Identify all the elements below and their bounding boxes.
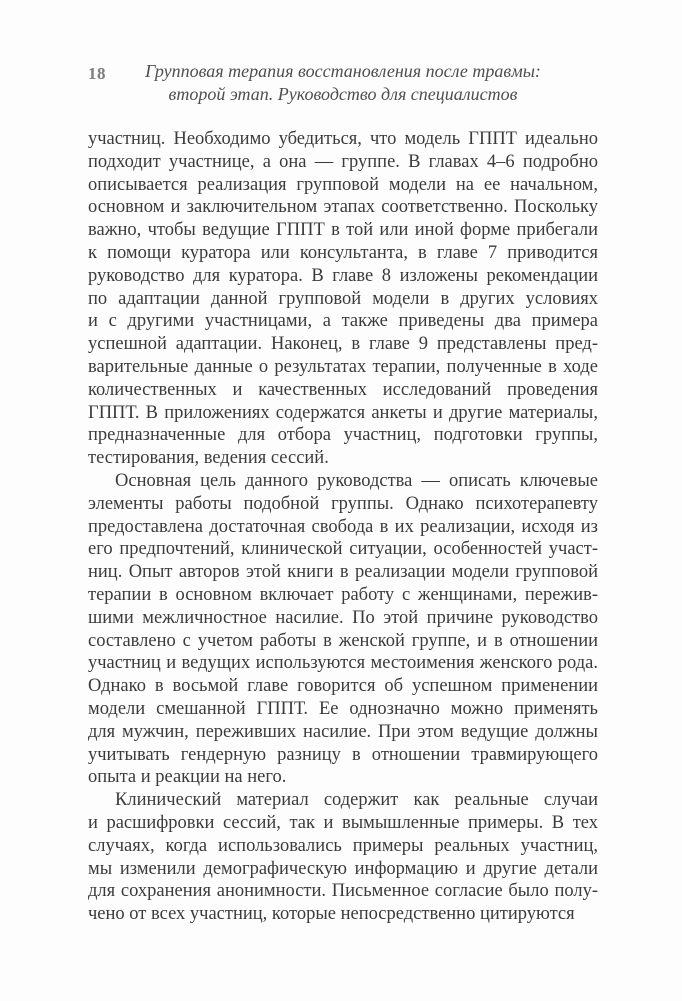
text-line: случаях, когда использовались примеры реальных участниц, (88, 835, 598, 856)
text-line: Основная цель данного руководства — описать ключевые (115, 470, 598, 491)
text-line: количественных и качественных исследований проведения (88, 379, 598, 400)
text-line: ниц. Опыт авторов этой книги в реализации модели групповой (88, 562, 598, 583)
text-line: для сохранения анонимности. Письменное согласие было полу- (88, 881, 598, 902)
body-text (88, 128, 598, 926)
text-line: участниц и ведущих используются местоимения женского рода. (88, 653, 598, 674)
text-line: руководство для куратора. В главе 8 изложены рекомендации (88, 265, 598, 286)
text-line: к помощи куратора или консультанта, в главе 7 приводится (88, 242, 598, 263)
text-line: предназначенные для отбора участниц, подготовки группы, (88, 425, 598, 446)
text-line: терапии в основном включает работу с женщинами, пережив- (88, 584, 598, 605)
text-line: предоставлена достаточная свобода в их реализации, исходя из (88, 516, 598, 537)
running-head (88, 60, 598, 106)
text-line: чено от всех участниц, которые непосредственно цитируются (88, 904, 575, 925)
text-line: Клинический материал содержит как реальные случаи (115, 790, 598, 811)
text-line: для мужчин, переживших насилие. При этом ведущие должны (88, 721, 598, 742)
text-line: варительные данные о результатах терапии, полученные в ходе (88, 356, 598, 377)
page-number: 18 (88, 64, 106, 83)
text-line: и с другими участницами, а также приведены два примера (88, 311, 598, 332)
text-line: успешной адаптации. Наконец, в главе 9 представлены пред- (88, 334, 598, 355)
text-line: шими межличностное насилие. По этой причине руководство (88, 607, 598, 628)
text-line: и расшифровки сессий, так и вымышленные примеры. В тех (88, 812, 598, 833)
text-line: опыта и реакции на него. (88, 767, 287, 788)
text-line: подходит участнице, а она — группе. В главах 4–6 подробно (88, 151, 598, 172)
text-line: по адаптации данной групповой модели в других условиях (88, 288, 598, 309)
text-line: его предпочтений, клинической ситуации, особенностей участ- (88, 539, 598, 560)
running-head-line1: Групповая терапия восстановления после травмы: (145, 61, 541, 81)
paragraph (88, 470, 598, 789)
text-line: элементы работы подобной группы. Однако психотерапевту (88, 493, 598, 514)
text-line: тестирования, ведения сессий. (88, 448, 329, 469)
paragraph (88, 128, 598, 470)
text-line: учитывать гендерную разницу в отношении травмирующего (88, 744, 598, 765)
text-line: основном и заключительном этапах соответственно. Поскольку (88, 197, 598, 218)
text-line: Однако в восьмой главе говорится об успешном применении (88, 676, 598, 697)
text-line: важно, чтобы ведущие ГППТ в той или иной форме прибегали (88, 220, 598, 241)
text-line: мы изменили демографическую информацию и другие детали (88, 858, 598, 879)
running-head-line2: второй этап. Руководство для специалистов (168, 84, 518, 104)
text-line: модели смешанной ГППТ. Ее однозначно можно применять (88, 698, 598, 719)
paragraph (88, 789, 598, 926)
text-line: участниц. Необходимо убедиться, что модель ГППТ идеально (88, 129, 598, 149)
text-line: описывается реализация групповой модели на ее начальном, (88, 174, 598, 195)
text-line: ГППТ. В приложениях содержатся анкеты и другие материалы, (88, 402, 598, 423)
page-header (88, 60, 598, 106)
text-line: составлено с учетом работы в женской группе, и в отношении (88, 630, 598, 651)
